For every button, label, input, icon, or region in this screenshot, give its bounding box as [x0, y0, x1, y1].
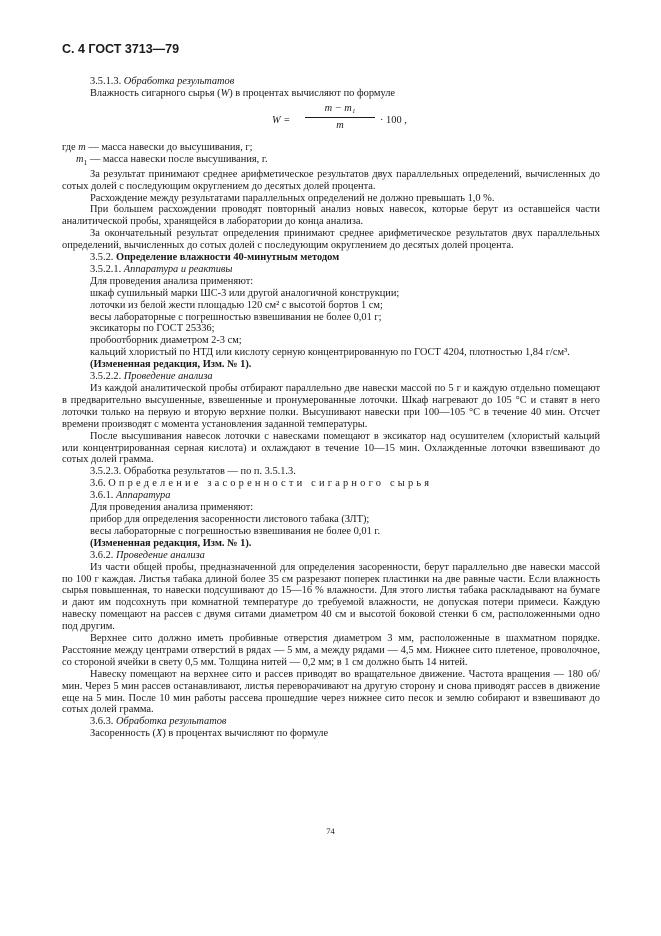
paragraph [62, 359, 600, 371]
text-run: Для проведения анализа применяют: [90, 275, 254, 287]
text-run: Расхождение между результатами параллельных определений не должно превышать 1,0 %. [90, 192, 495, 204]
text-run: 3.5.1.3. [90, 76, 124, 87]
text-run: лоточки из белой жести площадью 120 см² с высотой бортов 1 см; [90, 299, 383, 311]
paragraph [62, 264, 600, 276]
paragraph [62, 288, 600, 300]
paragraph [62, 312, 600, 324]
text-run: — масса навески после высушивания, г. [87, 153, 268, 165]
text-run: эксикаторы по ГОСТ 25336; [90, 323, 215, 335]
page-header: С. 4 ГОСТ 3713—79 [62, 42, 180, 56]
document-body [62, 76, 600, 740]
text-run: После высушивания навесок лоточки с навесками помещают в эксикатор над осушителем (хлористый кальций или концентрированная серная кислота) и охлаждают в течение 10—15 мин. Охлажденные лоточки взвешивают до сотых долей грамма. [62, 430, 600, 466]
text-run: шкаф сушильный марки ШС-3 или другой аналогичной конструкции; [90, 287, 400, 299]
text-run: Определение засоренности сигарного сырья [108, 478, 433, 490]
paragraph [62, 514, 600, 526]
formula-fraction [305, 103, 375, 132]
moisture-formula [62, 102, 600, 140]
text-run: 3.5.2. [90, 252, 116, 264]
formula-rhs: · 100 , [380, 114, 407, 126]
paragraph [62, 347, 600, 359]
paragraph [62, 669, 600, 717]
paragraph [62, 76, 600, 88]
paragraph [62, 538, 600, 550]
text-run: 1 [83, 157, 88, 167]
text-run: Из каждой аналитической пробы отбирают параллельно две навески массой по 5 г и каждую отдельно помещают в предварительно высушенные, взвешенные и пронумерованные лоточки. Шкаф нагревают до 105 °С и ставят в него лоточки только на первую и вторую верхние полки. Высушивают навески при 100—105 °С в течение 40 мин. Отсчет времени производят с момента установления заданной температуры. [62, 383, 600, 430]
text-run: Аппаратура и реактивы [123, 263, 233, 275]
text-run: 3.6.1. [90, 490, 116, 502]
paragraph [62, 154, 600, 169]
text-run: кальций хлористый по НТД или кислоту серную концентрированную по ГОСТ 4204, плотностью 1,84 г/см³. [90, 347, 570, 359]
text-run: прибор для определения засоренности листового табака (ЗЛТ); [90, 513, 370, 525]
paragraph [62, 276, 600, 288]
text-run: Проведение анализа [123, 371, 213, 383]
page-number: 74 [326, 826, 335, 836]
paragraph [62, 526, 600, 538]
paragraph [62, 550, 600, 562]
text-run: пробоотборник диаметром 2-3 см; [90, 335, 242, 347]
paragraph [62, 300, 600, 312]
paragraph [62, 490, 600, 502]
paragraph [62, 228, 600, 252]
paragraph [62, 204, 600, 228]
paragraph [62, 142, 600, 154]
formula-denominator: m [336, 119, 344, 131]
text-run: m [78, 141, 86, 153]
paragraph [62, 169, 600, 193]
paragraph [62, 252, 600, 264]
text-run: За результат принимают среднее арифметическое результатов двух параллельных определений, вычисленных до сотых долей с последующим округлением до десятых долей процента. [62, 168, 600, 192]
paragraph [62, 383, 600, 431]
text-run: W [220, 87, 230, 99]
formula-numerator: m − m₁ [305, 103, 375, 118]
paragraph [62, 633, 600, 669]
paragraph [62, 323, 600, 335]
paragraph [62, 466, 600, 478]
paragraph [62, 562, 600, 633]
text-run: 3.5.2.3. Обработка результатов — по п. 3.5.1.3. [90, 466, 296, 478]
text-run: 3.5.2.1. [90, 263, 124, 275]
formula-lhs: W = [272, 114, 291, 126]
text-run: Для проведения анализа применяют: [90, 502, 254, 514]
text-run: Обработка результатов [115, 716, 227, 728]
text-run: Засоренность ( [90, 728, 156, 740]
text-run: 3.5.2.2. [90, 371, 124, 383]
text-run: — масса навески до высушивания, г; [85, 141, 253, 153]
text-run: Из части общей пробы, предназначенной для определения засоренности, берут параллельно две навески массой по 100 г каждая. Листья табака длиной более 35 см разрезают поперек пластинки на две равные части. Если влажность сырья повышенная, то навески подсушивают до 15—16 % влажности. Для этого листья табака раскладывают на бумаге и дают им подсохнуть при комнатной температуре до требуемой влажности, не допуская потери примеси. Каждую навеску помещают на рассев с двумя ситами диаметром 40 см и высотой боковой стенки 6 см, расположенными одно под другим. [62, 561, 600, 633]
paragraph [62, 728, 600, 740]
text-run: Аппаратура [115, 490, 171, 502]
text-run: Проведение анализа [115, 549, 205, 561]
text-run: m [76, 153, 84, 165]
text-run: Навеску помещают на верхнее сито и рассев приводят во вращательное движение. Частота вращения — 180 об/мин. Через 5 мин рассев останавливают, листья переворачивают на другую сторону и снова приводят рассев в движение еще на 5 мин. После 10 мин работы рассева прошедшие через нижнее сито песок и землю собирают и взвешивают до сотых долей грамма. [62, 668, 600, 716]
text-run: весы лабораторные с погрешностью взвешивания не более 0,01 г. [90, 525, 381, 537]
text-run: 3.6.3. [90, 716, 116, 728]
paragraph [62, 193, 600, 205]
paragraph [62, 371, 600, 383]
paragraph [62, 502, 600, 514]
text-run: (Измененная редакция, Изм. № 1). [90, 537, 252, 549]
text-run: 3.6.2. [90, 549, 116, 561]
text-run: (Измененная редакция, Изм. № 1). [90, 359, 252, 371]
text-run: Влажность сигарного сырья ( [90, 87, 221, 99]
paragraph [62, 716, 600, 728]
paragraph [62, 335, 600, 347]
text-run: Верхнее сито должно иметь пробивные отверстия диаметром 3 мм, расположенные в шахматном порядке. Расстояние между центрами отверстий в рядах — 5 мм, а между рядами — 4,5 мм. Нижнее сито плетеное, проволочное, со стороной ячейки в свету 0,5 мм. Толщина нитей — 0,2 мм; в 1 см должно быть 14 нитей. [62, 633, 600, 668]
paragraph [62, 88, 600, 100]
text-run: Обработка результатов [123, 76, 235, 87]
text-run: За окончательный результат определения принимают среднее арифметическое результатов двух параллельных определений, вычисленных до сотых долей с последующим округлением до десятых долей процента. [62, 228, 600, 252]
paragraph [62, 478, 600, 490]
text-run: X [155, 728, 163, 740]
text-run: где [62, 141, 79, 153]
paragraph [62, 431, 600, 467]
text-run: При большем расхождении проводят повторный анализ новых навесок, которые берут из оставшейся части аналитической пробы, хранящейся в лаборатории до конца анализа. [62, 204, 600, 228]
text-run: весы лабораторные с погрешностью взвешивания не более 0,01 г; [90, 311, 382, 323]
text-run: ) в процентах вычисляют по формуле [162, 728, 329, 740]
text-run: ) в процентах вычисляют по формуле [229, 87, 395, 99]
text-run: 3.6. [90, 478, 109, 490]
text-run: Определение влажности 40-минутным методом [115, 252, 340, 264]
